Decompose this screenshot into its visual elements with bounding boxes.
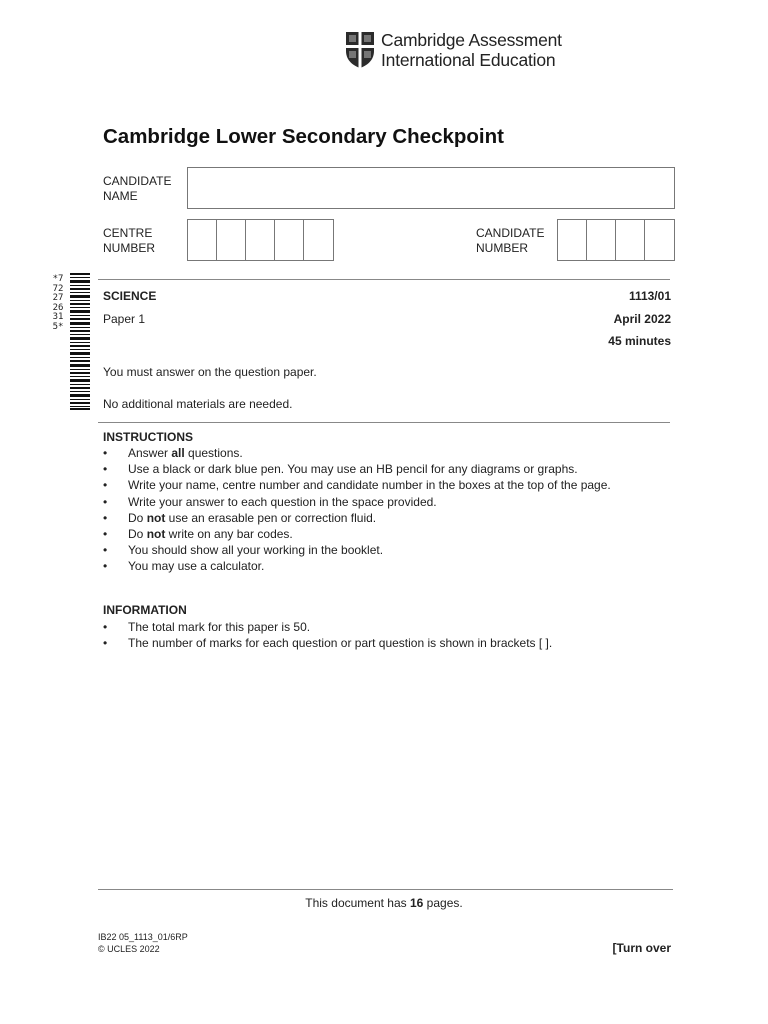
copyright-notice: © UCLES 2022 <box>98 944 160 954</box>
exam-duration: 45 minutes <box>608 334 671 348</box>
page-count-text: This document has <box>305 896 410 910</box>
instruction-item: • You may use a calculator. <box>103 558 611 574</box>
centre-number-cell[interactable] <box>304 220 333 260</box>
exam-session: April 2022 <box>613 312 671 326</box>
barcode-icon <box>70 273 90 410</box>
subject: SCIENCE <box>103 289 157 303</box>
centre-number-cell[interactable] <box>246 220 275 260</box>
page-title: Cambridge Lower Secondary Checkpoint <box>103 125 504 148</box>
candidate-name-label-line1: CANDIDATE <box>103 174 172 188</box>
instructions-list <box>103 445 611 575</box>
information-item: • The total mark for this paper is 50. <box>103 619 552 635</box>
document-reference: IB22 05_1113_01/6RP <box>98 932 188 942</box>
centre-number-field[interactable] <box>187 219 334 261</box>
candidate-number-cell[interactable] <box>587 220 616 260</box>
instruction-text: Do <box>128 527 147 542</box>
logo-line-1: Cambridge Assessment <box>381 30 562 50</box>
candidate-number-field[interactable] <box>557 219 675 261</box>
materials-note: No additional materials are needed. <box>103 397 293 411</box>
paper-code: 1113/01 <box>628 289 671 303</box>
instruction-emphasis: not <box>146 510 166 525</box>
instruction-item: • You should show all your working in the booklet. <box>103 542 611 558</box>
divider <box>98 279 670 280</box>
candidate-number-label-line2: NUMBER <box>476 241 529 255</box>
instruction-item: • Use a black or dark blue pen. You may use an HB pencil for any diagrams or graphs. <box>103 461 611 477</box>
information-item: • The number of marks for each question or part question is shown in brackets [ ]. <box>103 635 552 651</box>
instruction-text: Do <box>128 510 147 525</box>
cambridge-shield-icon <box>345 31 375 69</box>
page-count-text: pages. <box>423 896 463 910</box>
candidate-name-label-line2: NAME <box>103 189 138 203</box>
logo-line-2: International Education <box>381 50 556 70</box>
candidate-number-label-line1: CANDIDATE <box>476 226 545 240</box>
instruction-item <box>103 526 611 542</box>
centre-number-cell[interactable] <box>188 220 217 260</box>
instruction-item <box>103 510 611 526</box>
instruction-text: Answer <box>128 446 172 460</box>
candidate-name-label <box>103 174 171 204</box>
instruction-emphasis: all <box>171 446 185 460</box>
answer-note: You must answer on the question paper. <box>103 365 317 379</box>
centre-number-label-line1: CENTRE <box>103 226 153 240</box>
divider <box>98 422 670 423</box>
instructions-heading: INSTRUCTIONS <box>103 430 193 444</box>
instruction-text: write on any bar codes. <box>165 527 293 542</box>
instruction-item: • Write your name, centre number and candidate number in the boxes at the top of the page. <box>103 477 611 493</box>
footer-reference <box>98 931 188 955</box>
centre-number-label <box>103 226 155 256</box>
centre-number-cell[interactable] <box>217 220 246 260</box>
centre-number-cell[interactable] <box>275 220 304 260</box>
candidate-number-cell[interactable] <box>616 220 645 260</box>
paper-number: Paper 1 <box>103 312 146 326</box>
candidate-number-cell[interactable] <box>558 220 587 260</box>
instruction-text: use an erasable pen or correction fluid. <box>165 510 377 525</box>
turn-over-note: [Turn over <box>612 941 671 955</box>
candidate-name-field[interactable] <box>187 167 675 209</box>
footer-divider <box>98 889 673 890</box>
page-count-number: 16 <box>409 896 424 910</box>
instruction-item: • Write your answer to each question in the space provided. <box>103 494 611 510</box>
candidate-number-cell[interactable] <box>645 220 674 260</box>
instruction-text: questions. <box>184 446 243 460</box>
organisation-logo <box>381 30 562 70</box>
instruction-emphasis: not <box>146 527 166 542</box>
information-heading: INFORMATION <box>103 603 187 617</box>
information-list <box>103 619 552 651</box>
page-count-note <box>0 896 768 910</box>
centre-number-label-line2: NUMBER <box>103 241 156 255</box>
candidate-number-label <box>476 226 544 256</box>
instruction-item <box>103 445 611 461</box>
barcode-number: *7722726315* <box>52 274 64 332</box>
